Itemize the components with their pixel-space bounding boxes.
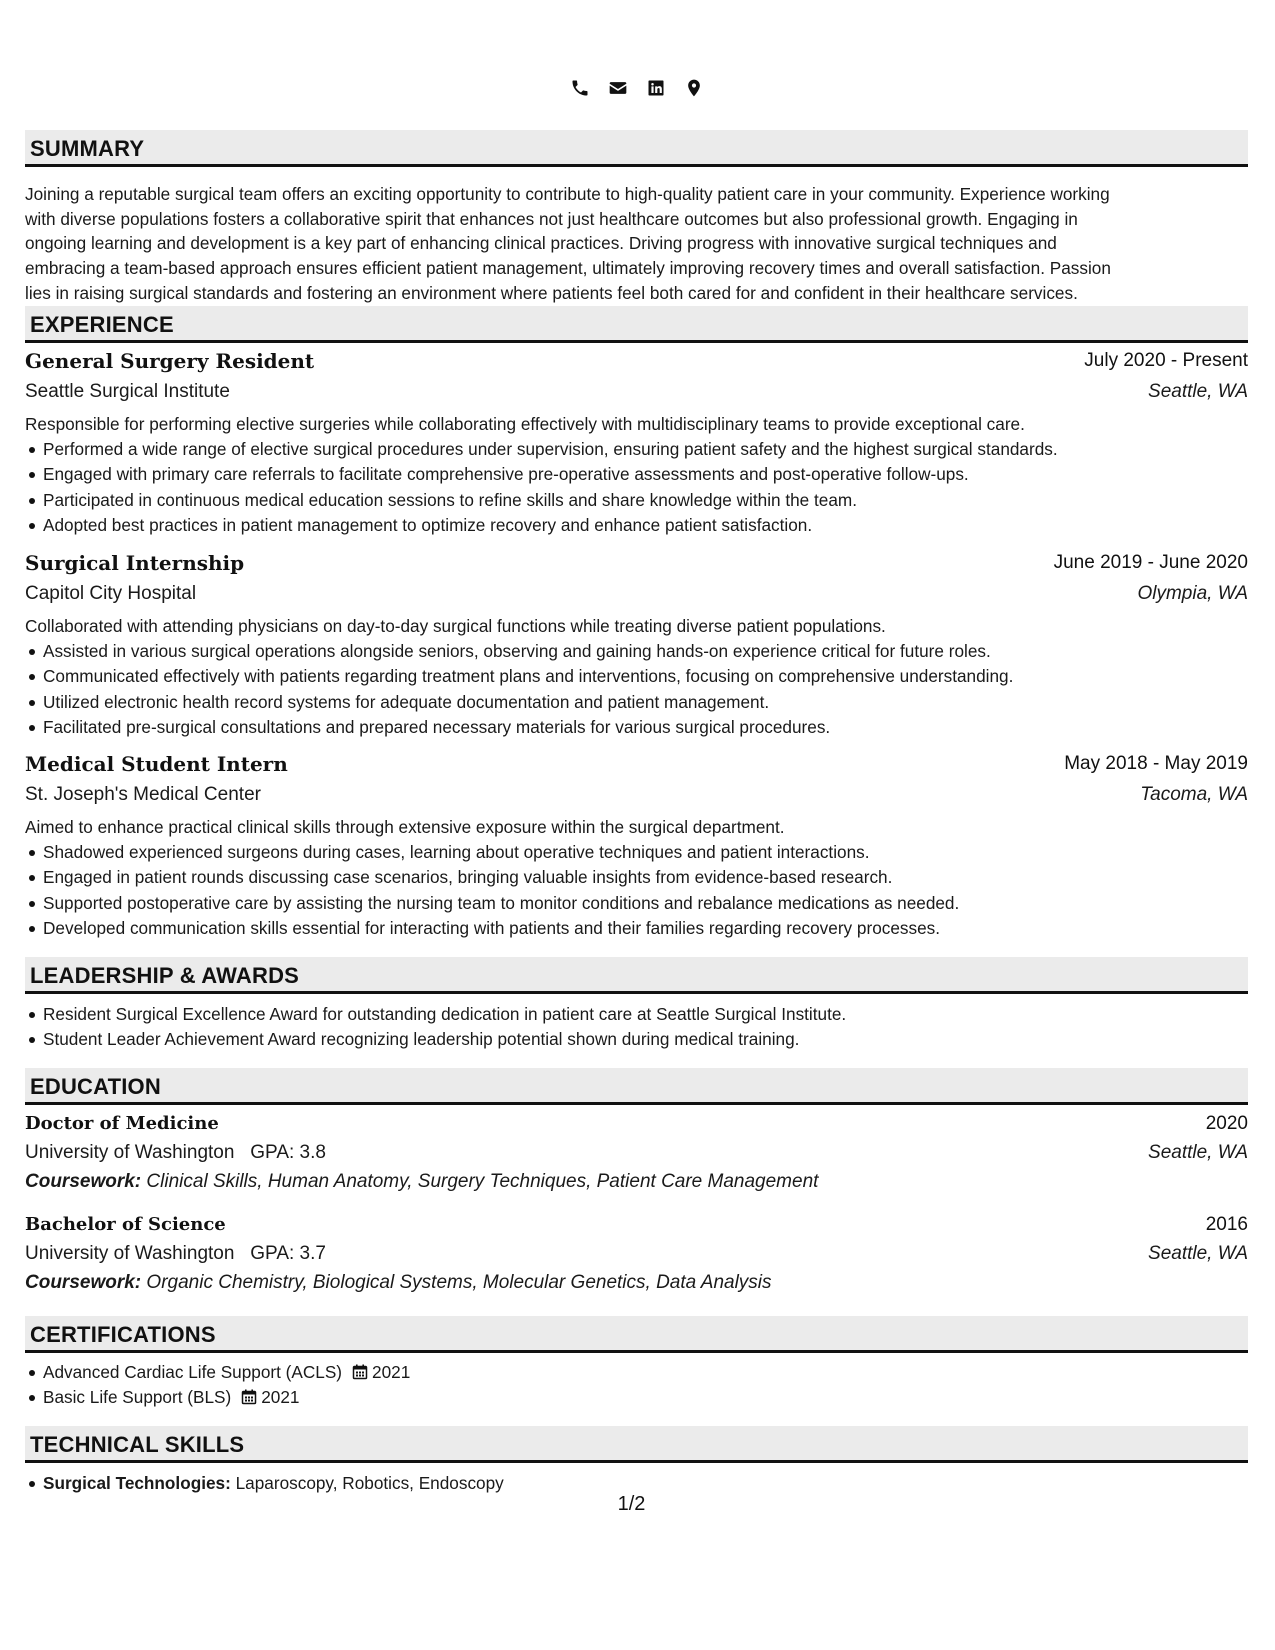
summary-line: lies in raising surgical standards and fostering an environment where patients feel both cared for and confident in their healthcare services. [25, 282, 1078, 303]
coursework-list: Clinical Skills, Human Anatomy, Surgery Techniques, Patient Care Management [146, 1171, 819, 1192]
list-item [43, 1385, 1248, 1410]
list-item: Performed a wide range of elective surgical procedures under supervision, ensuring patient safety and the highest surgical standards. [43, 437, 1248, 462]
skill-value: Laparoscopy, Robotics, Endoscopy [235, 1473, 504, 1493]
linkedin-icon[interactable] [646, 78, 666, 98]
job-location: Tacoma, WA [1140, 784, 1248, 805]
job-bullets [25, 639, 1248, 740]
job-bullets [25, 437, 1248, 538]
contact-bar [25, 78, 1248, 98]
certification-name: Basic Life Support (BLS) [43, 1387, 232, 1408]
summary-line: embracing a team-based approach ensures efficient patient management, ultimately improving recovery times and overall satisfaction. Passion [25, 258, 1111, 279]
certifications-list [25, 1360, 1248, 1411]
certification-name: Advanced Cardiac Life Support (ACLS) [43, 1362, 343, 1382]
experience-heading: EXPERIENCE [30, 312, 174, 337]
calendar-icon [241, 1387, 257, 1403]
degree-school-line [25, 1142, 326, 1164]
certification-year: 2021 [372, 1362, 411, 1382]
certification-year: 2021 [261, 1387, 300, 1408]
experience-section-header [25, 306, 1248, 343]
job-title: General Surgery Resident [25, 349, 315, 373]
job-title: Medical Student Intern [25, 752, 288, 776]
summary-line: with diverse populations fosters a collaborative spirit that enhances not just healthcare outcomes but also professional growth. Engaging in [25, 208, 1078, 229]
job-location: Seattle, WA [1148, 381, 1248, 402]
summary-section-header [25, 130, 1248, 167]
list-item: Engaged with primary care referrals to facilitate comprehensive pre-operative assessments and post-operative follow-ups. [43, 462, 1248, 487]
job-company: St. Joseph's Medical Center [25, 784, 261, 805]
degree-coursework [25, 1272, 772, 1294]
degree-year: 2020 [1205, 1113, 1248, 1134]
certifications-heading: CERTIFICATIONS [30, 1322, 216, 1347]
skills-section-header [25, 1426, 1248, 1463]
calendar-icon [352, 1362, 368, 1378]
map-pin-icon[interactable] [684, 78, 704, 98]
job-description: Responsible for performing elective surgeries while collaborating effectively with multidisciplinary teams to provide exceptional care. [25, 414, 1025, 434]
job-company: Capitol City Hospital [25, 583, 197, 604]
degree-school: University of Washington [25, 1243, 235, 1264]
list-item [43, 1360, 1248, 1385]
list-item: Supported postoperative care by assisting the nursing team to monitor conditions and rebalance medications as needed. [43, 891, 1248, 916]
job-description: Collaborated with attending physicians on day-to-day surgical functions while treating diverse patient populations. [25, 616, 886, 636]
skills-heading: TECHNICAL SKILLS [30, 1432, 245, 1457]
job-dates: July 2020 - Present [1084, 350, 1248, 371]
list-item: Participated in continuous medical education sessions to refine skills and share knowledge within the team. [43, 488, 1248, 513]
degree-coursework [25, 1171, 818, 1193]
job-location: Olympia, WA [1137, 583, 1248, 604]
skill-label: Surgical Technologies: [43, 1473, 231, 1493]
job-dates: June 2019 - June 2020 [1053, 552, 1248, 573]
job-bullets [25, 840, 1248, 941]
list-item: Developed communication skills essential for interacting with patients and their families regarding recovery processes. [43, 916, 1248, 941]
list-item: Assisted in various surgical operations alongside seniors, observing and gaining hands-on experience critical for future roles. [43, 639, 1248, 664]
education-heading: EDUCATION [30, 1074, 161, 1099]
leadership-list [25, 1002, 1248, 1053]
job-company: Seattle Surgical Institute [25, 381, 230, 402]
leadership-section-header [25, 957, 1248, 994]
education-section-header [25, 1068, 1248, 1105]
job-title: Surgical Internship [25, 551, 245, 575]
coursework-list: Organic Chemistry, Biological Systems, Molecular Genetics, Data Analysis [146, 1272, 772, 1293]
coursework-label: Coursework: [25, 1171, 142, 1192]
list-item: Communicated effectively with patients regarding treatment plans and interventions, focusing on comprehensive understanding. [43, 664, 1248, 689]
list-item: Facilitated pre-surgical consultations and prepared necessary materials for various surgical procedures. [43, 715, 1248, 740]
list-item: Shadowed experienced surgeons during cases, learning about operative techniques and patient interactions. [43, 840, 1248, 865]
leadership-heading: LEADERSHIP & AWARDS [30, 963, 300, 988]
list-item: Adopted best practices in patient management to optimize recovery and enhance patient satisfaction. [43, 513, 1248, 538]
list-item: Student Leader Achievement Award recognizing leadership potential shown during medical training. [43, 1027, 1248, 1052]
degree-gpa: GPA: 3.7 [250, 1243, 326, 1264]
degree-year: 2016 [1205, 1214, 1248, 1235]
degree-title: Doctor of Medicine [25, 1113, 219, 1134]
coursework-label: Coursework: [25, 1272, 142, 1293]
degree-location: Seattle, WA [1148, 1243, 1248, 1264]
summary-line: Joining a reputable surgical team offers an exciting opportunity to contribute to high-quality patient care in your community. Experience working [25, 184, 1110, 204]
summary-line: ongoing learning and development is a key part of enhancing clinical practices. Driving progress with innovative surgical techniques and [25, 233, 1057, 254]
envelope-icon[interactable] [608, 78, 628, 98]
job-description: Aimed to enhance practical clinical skills through extensive exposure within the surgical department. [25, 817, 785, 837]
degree-title: Bachelor of Science [25, 1214, 226, 1235]
degree-gpa: GPA: 3.8 [250, 1142, 326, 1163]
summary-text [25, 182, 1248, 306]
page-number: 1/2 [617, 1493, 646, 1515]
summary-heading: SUMMARY [30, 136, 145, 161]
list-item: Resident Surgical Excellence Award for outstanding dedication in patient care at Seattle Surgical Institute. [43, 1002, 1248, 1027]
job-dates: May 2018 - May 2019 [1064, 753, 1248, 774]
degree-school-line [25, 1243, 326, 1265]
degree-location: Seattle, WA [1148, 1142, 1248, 1163]
list-item: Engaged in patient rounds discussing case scenarios, bringing valuable insights from evidence-based research. [43, 865, 1248, 890]
phone-icon[interactable] [570, 78, 590, 98]
list-item: Utilized electronic health record systems for adequate documentation and patient management. [43, 690, 1248, 715]
certifications-section-header [25, 1316, 1248, 1353]
degree-school: University of Washington [25, 1142, 235, 1163]
